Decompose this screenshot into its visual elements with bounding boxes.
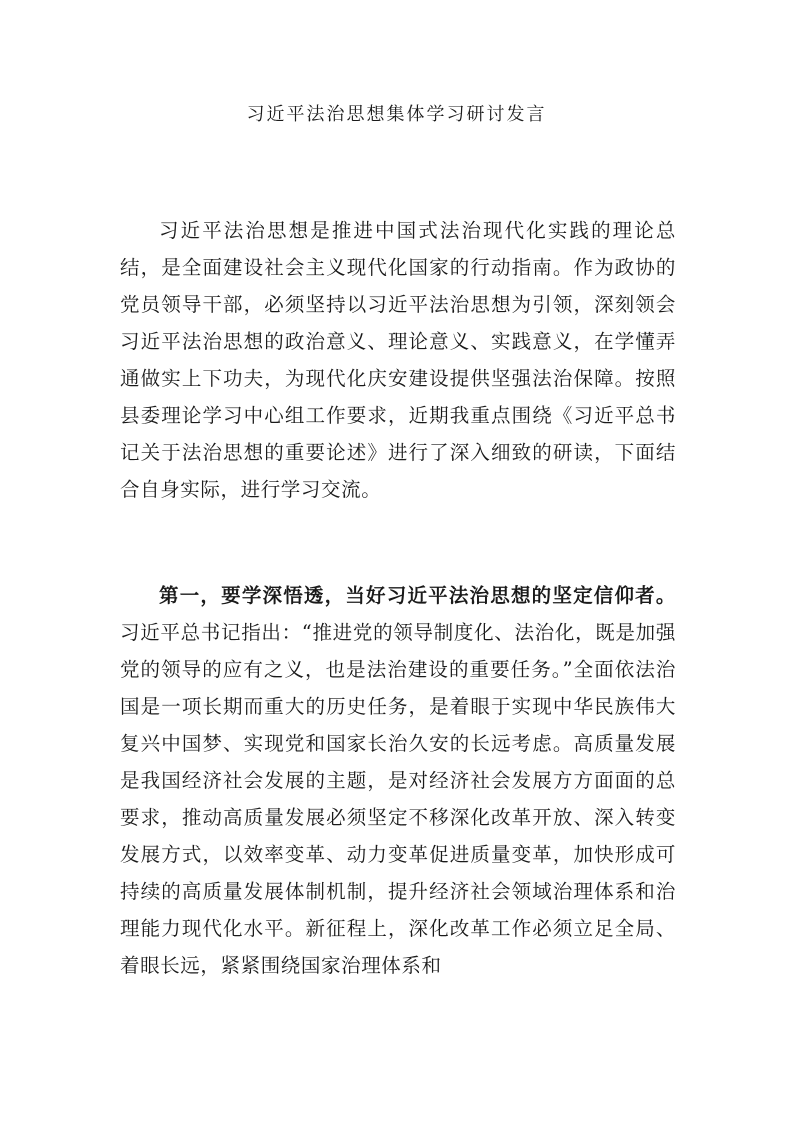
section-heading-first: 第一，要学深悟透，当好习近平法治思想的坚定信仰者。 [159,584,676,607]
paragraph-intro [120,212,676,508]
paragraph-first-point-text [120,577,676,984]
document-title: 习近平法治思想集体学习研讨发言 [246,104,547,125]
paragraph-first-point-body: 习近平总书记指出：“推进党的领导制度化、法治化，既是加强党的领导的应有之义，也是法治建设的重要任务。”全面依法治国是一项长期而重大的历史任务，是着眼于实现中华民族伟大复兴中国梦、实现党和国家长治久安的长远考虑。高质量发展是我国经济社会发展的主题，是对经济社会发展方方面面的总要求，推动高质量发展必须坚定不移深化改革开放、深入转变发展方式，以效率变革、动力变革促进质量变革，加快形成可持续的高质量发展体制机制，提升经济社会领域治理体系和治理能力现代化水平。新征程上，深化改革工作必须立足全局、着眼长远，紧紧围绕国家治理体系和 [120,621,676,977]
paragraph-intro-text: 习近平法治思想是推进中国式法治现代化实践的理论总结，是全面建设社会主义现代化国家的行动指南。作为政协的党员领导干部，必须坚持以习近平法治思想为引领，深刻领会习近平法治思想的政治意义、理论意义、实践意义，在学懂弄通做实上下功夫，为现代化庆安建设提供坚强法治保障。按照县委理论学习中心组工作要求，近期我重点围绕《习近平总书记关于法治思想的重要论述》进行了深入细致的研读，下面结合自身实际，进行学习交流。 [120,219,676,501]
paragraph-first-point [120,577,676,984]
